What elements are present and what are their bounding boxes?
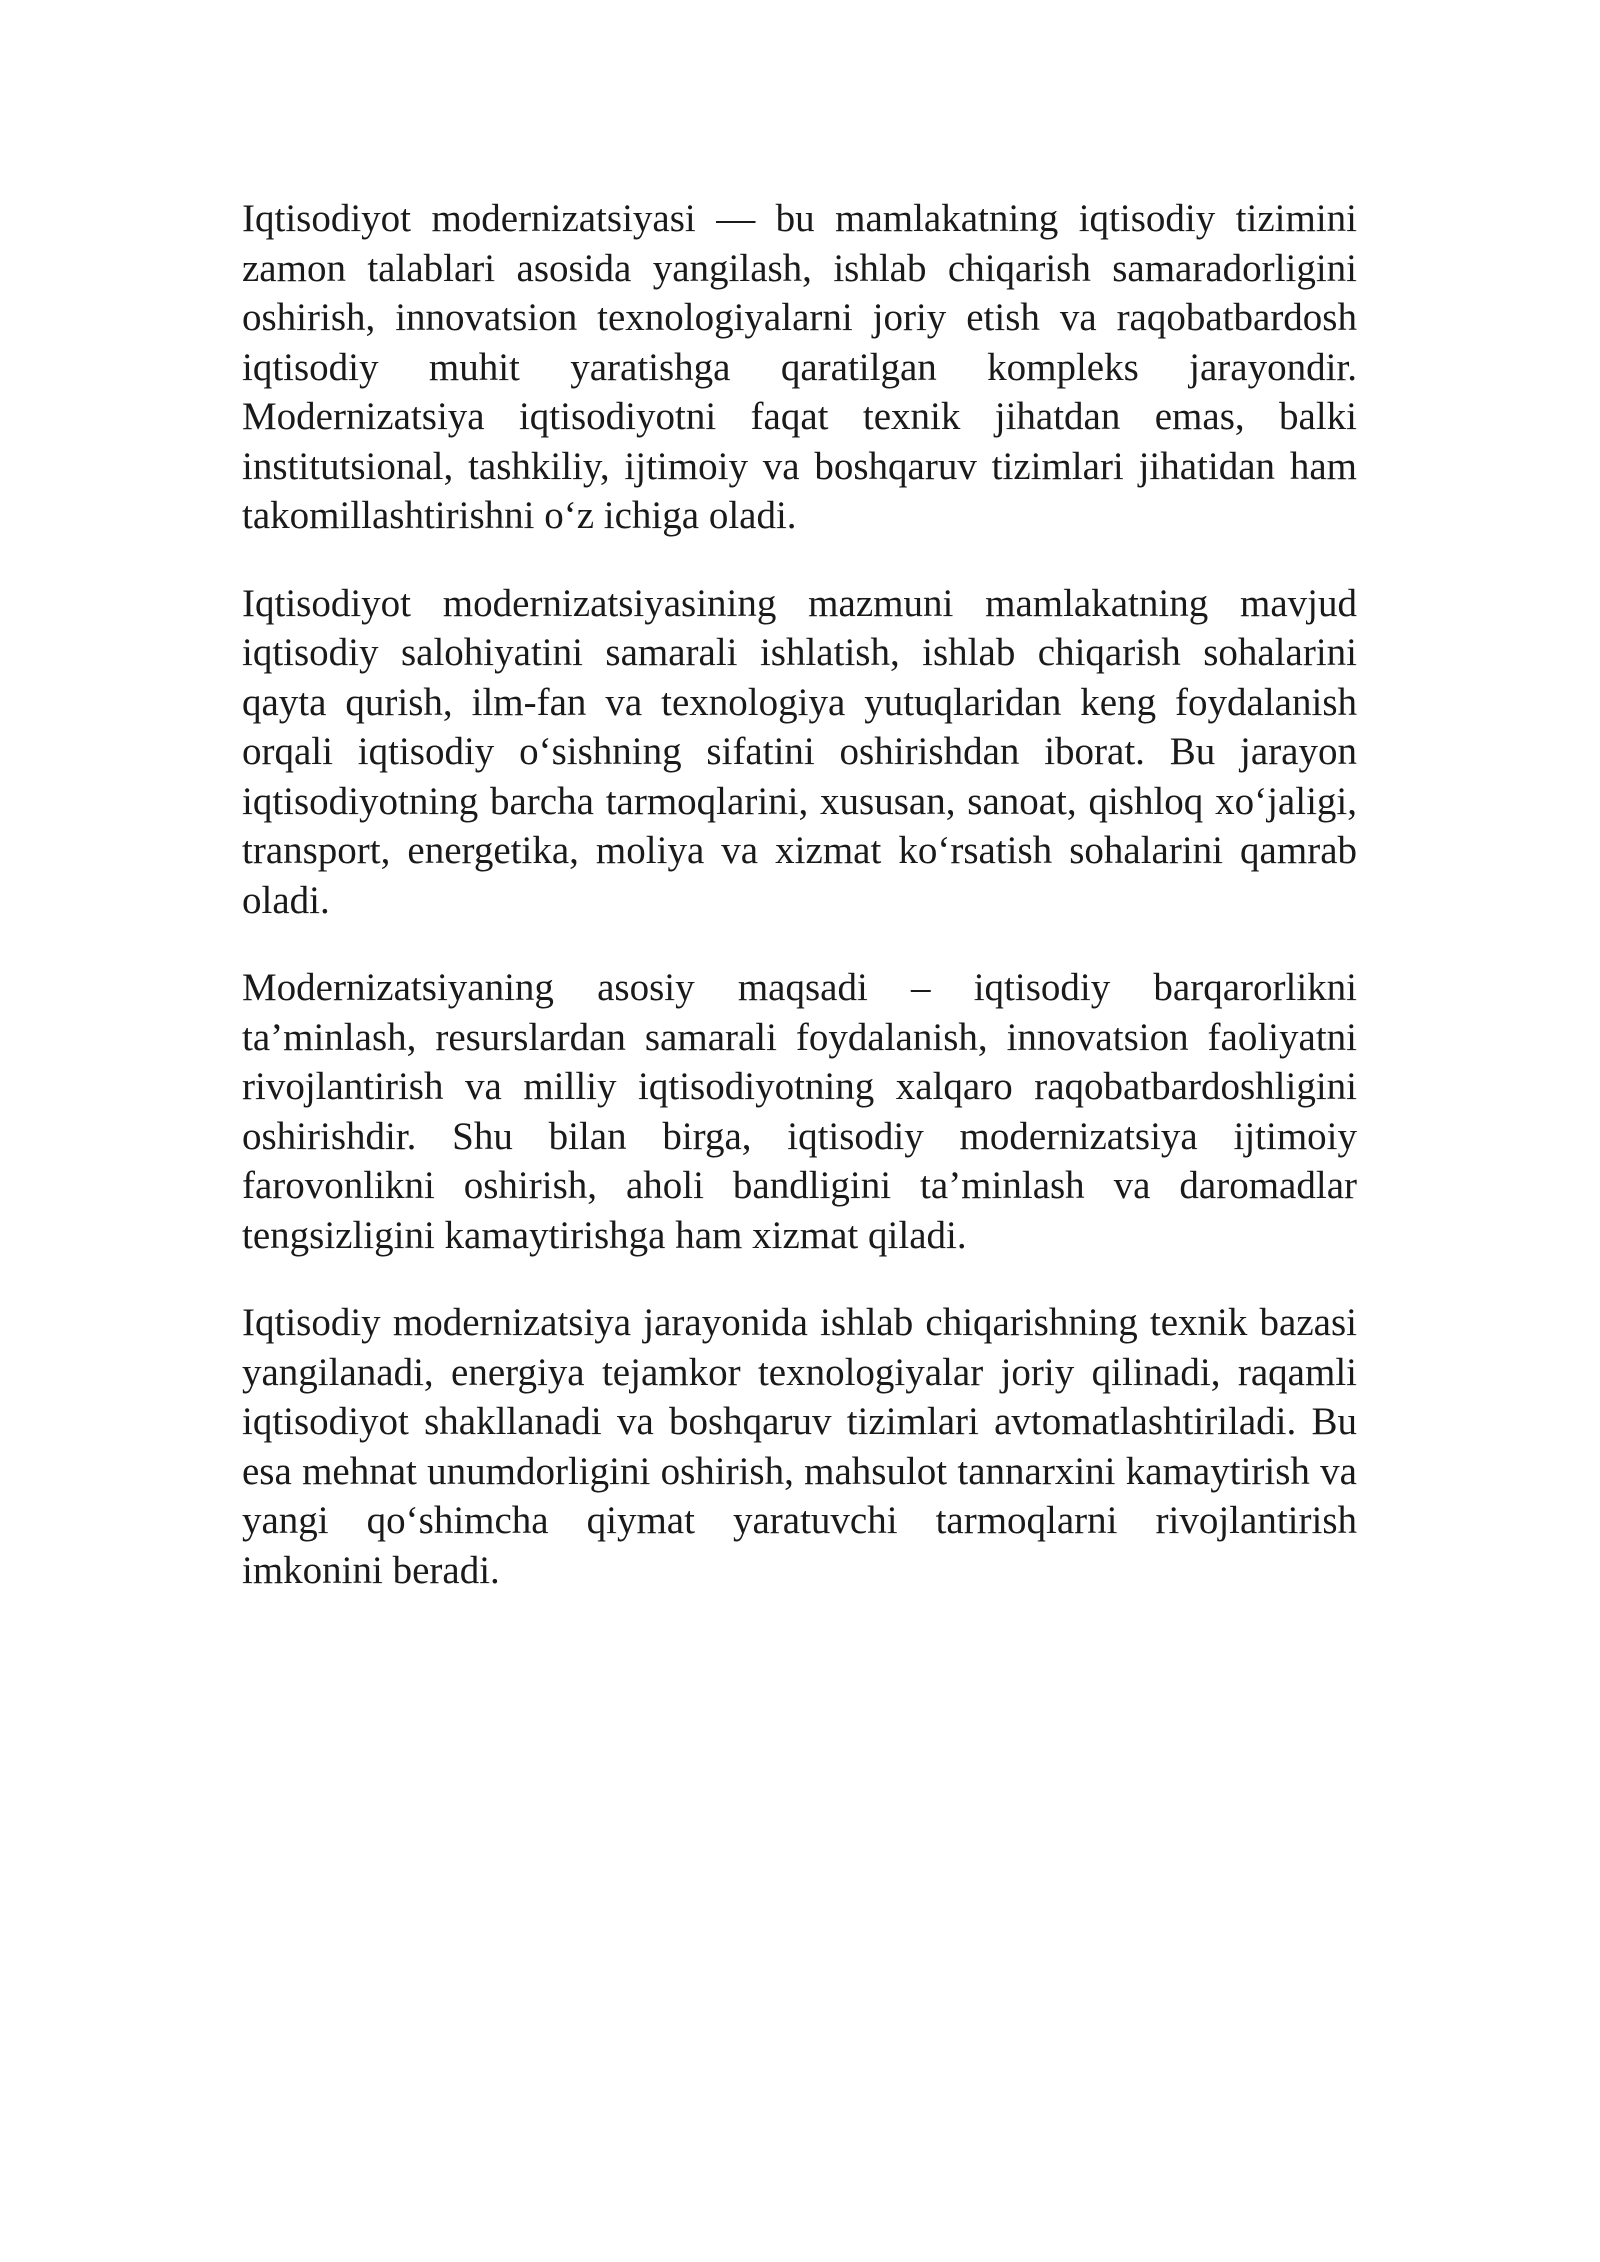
paragraph-2: Iqtisodiyot modernizatsiyasining mazmuni mamlakatning mavjud iqtisodiy salohiyatini samarali ishlatish, ishlab chiqarish sohalarini qayta qurish, ilm-fan va texnologiya yutuqlaridan keng foydalanish orqali iqtisodiy oʻsishning sifatini oshirishdan iborat. Bu jarayon iqtisodiyotning barcha tarmoqlarini, xususan, sanoat, qishloq xoʻjaligi, transport, energetika, moliya va xizmat koʻrsatish sohalarini qamrab oladi. — [242, 581, 1357, 922]
paragraph-4: Iqtisodiy modernizatsiya jarayonida ishlab chiqarishning texnik bazasi yangilanadi, energiya tejamkor texnologiyalar joriy qilinadi, raqamli iqtisodiyot shakllanadi va boshqaruv tizimlari avtomatlashtiriladi. Bu esa mehnat unumdorligini oshirish, mahsulot tannarxini kamaytirish va yangi qoʻshimcha qiymat yaratuvchi tarmoqlarni rivojlantirish imkonini beradi. — [242, 1301, 1357, 1592]
paragraph-3: Modernizatsiyaning asosiy maqsadi – iqtisodiy barqarorlikni ta’minlash, resurslardan samarali foydalanish, innovatsion faoliyatni rivojlantirish va milliy iqtisodiyotning xalqaro raqobatbardoshligini oshirishdir. Shu bilan birga, iqtisodiy modernizatsiya ijtimoiy farovonlikni oshirish, aholi bandligini ta’minlash va daromadlar tengsizligini kamaytirishga ham xizmat qiladi. — [242, 966, 1357, 1257]
paragraph-1: Iqtisodiyot modernizatsiyasi — bu mamlakatning iqtisodiy tizimini zamon talablari asosida yangilash, ishlab chiqarish samaradorligini oshirish, innovatsion texnologiyalarni joriy etish va raqobatbardosh iqtisodiy muhit yaratishga qaratilgan kompleks jarayondir. Modernizatsiya iqtisodiyotni faqat texnik jihatdan emas, balki institutsional, tashkiliy, ijtimoiy va boshqaruv tizimlari jihatidan ham takomillashtirishni oʻz ichiga oladi. — [242, 197, 1357, 537]
document-body — [242, 194, 1357, 1633]
